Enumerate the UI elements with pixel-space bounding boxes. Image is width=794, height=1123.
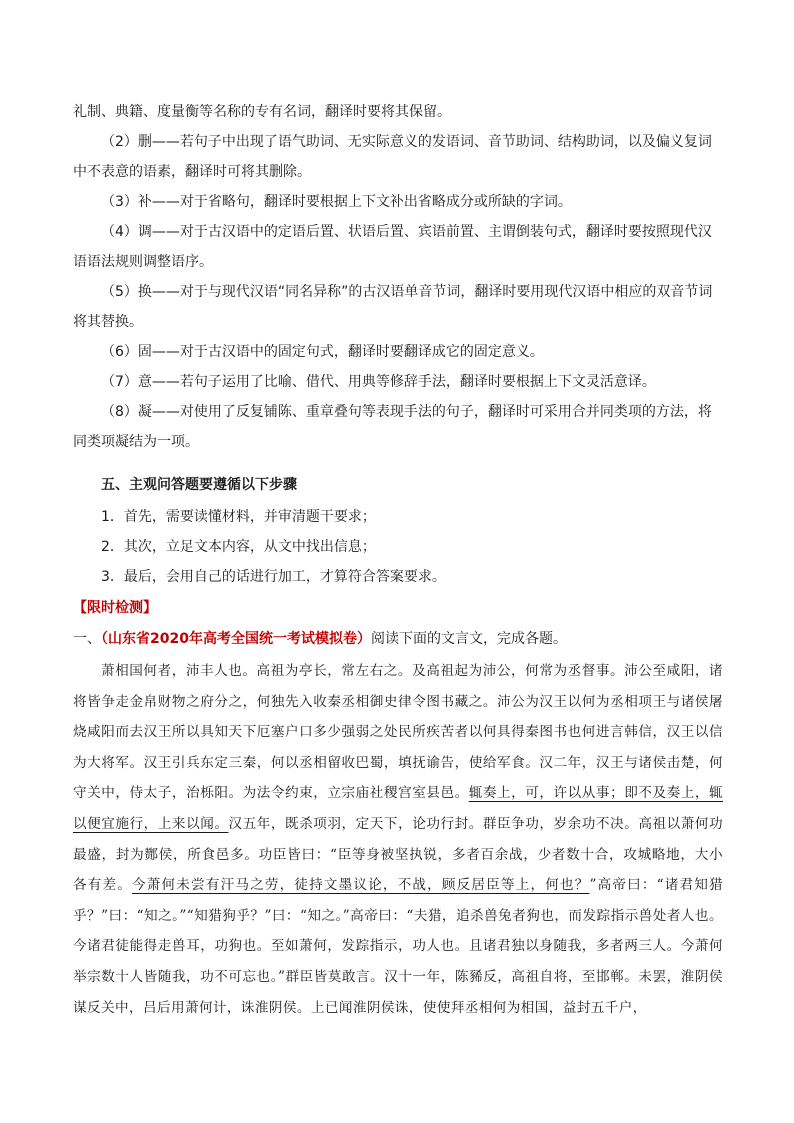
question-source: （山东省2020年高考全国统一考试模拟卷）	[101, 631, 371, 647]
question-header	[73, 624, 723, 654]
paragraph-fixed-pattern-rule: （6）固——对于古汉语中的固定句式，翻译时要翻译成它的固定意义。	[101, 344, 544, 360]
passage-text: 汉五年，既杀项羽，定天下，论功行封。群臣争功，岁余功不决。高祖以萧何功最盛，封为酂侯，所食邑多。功臣皆曰：“臣等身被坚执锐，多者百余战，少者数十合，攻城略地，大小各有差。	[73, 815, 723, 894]
underlined-sentence-1: 辄奏上，可，许以从事；即不及奏上，辄以便宜施行，上来以闻。	[73, 785, 723, 832]
step-item-3: 3．最后，会用自己的话进行加工，才算符合答案要求。	[101, 569, 446, 585]
paragraph-continuation: 礼制、典籍、度量衡等名称的专有名词，翻译时要将其保留。	[73, 104, 451, 120]
section-heading: 五、主观问答题要遵循以下步骤	[101, 477, 297, 493]
step-item-1: 1．首先，需要读懂材料，并审清题干要求；	[101, 509, 376, 525]
paragraph-supplement-rule: （3）补——对于省略句，翻译时要根据上下文补出省略成分或所缺的字词。	[101, 194, 572, 210]
question-number: 一、	[73, 631, 101, 647]
quiz-label: 【限时检测】	[73, 600, 157, 616]
passage-text: ”高帝曰：“诸君知猎乎？”曰：“知之。”“知猎狗乎？”曰：“知之。”高帝曰：“夫猎，追杀兽兔者狗也，而发踪指示兽处者人也。今诸君徒能得走兽耳，功狗也。至如萧何，发踪指示，功人也。且诸君独以身随我，多者两三人。今萧何举宗数十人皆随我，功不可忘也。”群臣皆莫敢言。汉十一年，陈豨反，高祖自将，至邯郸。未罢，淮阴侯谋反关中，吕后用萧何计，诛淮阴侯。上已闻淮阴侯诛，使使拜丞相何为相国，益封五千户，	[73, 877, 723, 1016]
question-instruction: 阅读下面的文言文，完成各题。	[370, 631, 567, 647]
passage-text: 萧相国何者，沛丰人也。高祖为亭长，常左右之。及高祖起为沛公，何常为丞督事。沛公至咸阳，诸将皆争走金帛财物之府分之，何独先入收秦丞相御史律令图书藏之。沛公为汉王以何为丞相项王与诸侯屠烧咸阳而去汉王所以具知天下厄塞户口多少强弱之处民所疾苦者以何具得秦图书也何进言韩信，汉王以信为大将军。汉王引兵东定三秦，何以丞相留收巴蜀，填抚谕告，使给军食。汉二年，汉王与诸侯击楚，何守关中，侍太子，治栎阳。为法令约束，立宗庙社稷宫室县邑。	[73, 663, 723, 802]
step-item-2: 2．其次，立足文本内容，从文中找出信息；	[101, 539, 376, 555]
paragraph-delete-rule: （2）删——若句子中出现了语气助词、无实际意义的发语词、音节助词、结构助词，以及偏义复词中不表意的语素，翻译时可将其删除。	[73, 134, 712, 180]
paragraph-replace-rule: （5）换——对于与现代汉语“同名异称”的古汉语单音节词，翻译时要用现代汉语中相应的双音节词将其替换。	[73, 284, 713, 330]
underlined-sentence-2: 今萧何未尝有汗马之劳，徒持文墨议论，不战，顾反居臣等上，何也？	[132, 877, 590, 894]
paragraph-condense-rule: （8）凝——对使用了反复铺陈、重章叠句等表现手法的句子，翻译时可采用合并同类项的方法，将同类项凝结为一项。	[73, 404, 712, 450]
classical-passage	[73, 656, 723, 1023]
paragraph-reorder-rule: （4）调——对于古汉语中的定语后置、状语后置、宾语前置、主谓倒装句式，翻译时要按照现代汉语语法规则调整语序。	[73, 224, 712, 270]
paragraph-free-translation-rule: （7）意——若句子运用了比喻、借代、用典等修辞手法，翻译时要根据上下文灵活意译。	[101, 374, 656, 390]
